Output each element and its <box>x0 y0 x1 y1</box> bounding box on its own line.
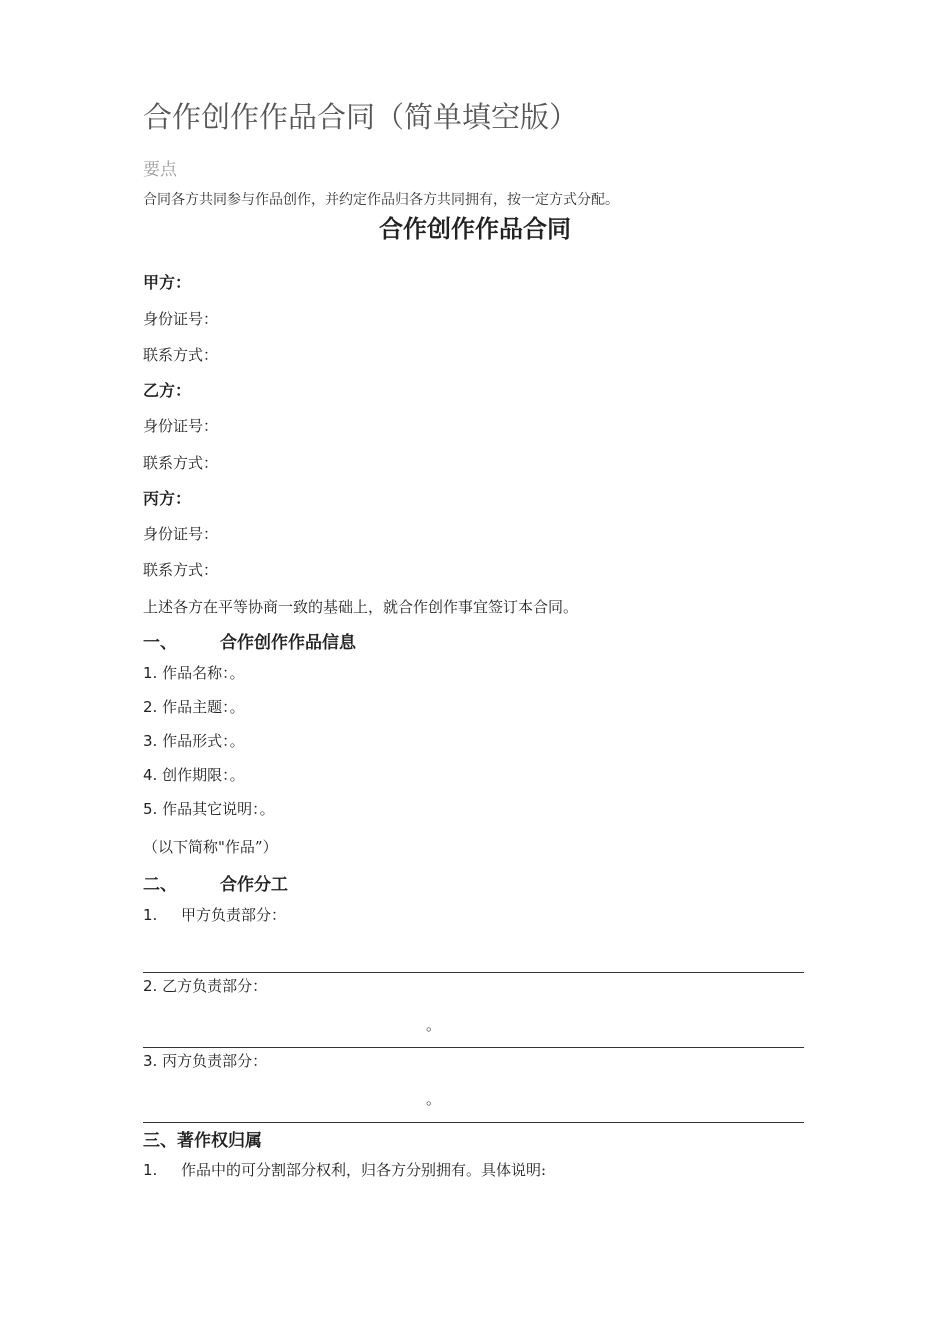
item-number: 3. <box>143 1052 158 1070</box>
item-number: 2. <box>143 698 158 716</box>
item-text: 创作期限：。 <box>157 766 245 784</box>
item-text: 作品主题：。 <box>157 698 245 716</box>
section-number: 一、 <box>143 633 177 653</box>
item-text: 乙方负责部分： <box>157 977 268 995</box>
party-a-id-field: 身份证号： <box>143 310 219 328</box>
section-title: 著作权归属 <box>177 1131 262 1151</box>
item-number: 4. <box>143 766 158 784</box>
item-text: 作品中的可分割部分权利，归各方分别拥有。具体说明: <box>181 1161 547 1179</box>
party-c-id-field: 身份证号： <box>143 525 219 543</box>
party-b-contact-field: 联系方式： <box>143 454 219 472</box>
fill-in-line <box>143 1122 804 1123</box>
item-number: 1. <box>143 664 158 682</box>
list-item <box>143 798 275 819</box>
party-a-contact-field: 联系方式： <box>143 346 219 364</box>
item-text: 丙方负责部分： <box>157 1052 268 1070</box>
document-title: 合作创作作品合同（简单填空版） <box>143 100 579 134</box>
work-abbreviation-note: （以下简称"作品”） <box>143 838 278 856</box>
fill-in-period: 。 <box>426 1090 442 1108</box>
section-title: 合作创作作品信息 <box>220 633 356 653</box>
list-item <box>143 730 245 751</box>
list-item <box>143 904 286 925</box>
party-a-label: 甲方： <box>143 273 192 292</box>
party-b-id-field: 身份证号： <box>143 417 219 435</box>
list-item <box>143 764 245 785</box>
item-number: 1. <box>143 906 158 924</box>
item-number: 5. <box>143 800 158 818</box>
party-c-label: 丙方： <box>143 489 192 508</box>
item-number: 3. <box>143 732 158 750</box>
list-item <box>143 1159 546 1180</box>
section-heading <box>143 628 356 653</box>
section-heading <box>143 1126 262 1151</box>
fill-in-period: 。 <box>426 1016 442 1034</box>
list-item <box>143 975 267 996</box>
list-item <box>143 1050 267 1071</box>
item-number: 1. <box>143 1161 158 1179</box>
section-heading <box>143 870 288 895</box>
item-text: 作品其它说明：。 <box>157 800 275 818</box>
section-number: 二、 <box>143 875 177 895</box>
party-b-label: 乙方： <box>143 381 192 400</box>
item-text: 甲方负责部分： <box>181 906 287 924</box>
preamble-text: 上述各方在平等协商一致的基础上，就合作创作事宜签订本合同。 <box>143 598 579 616</box>
party-c-contact-field: 联系方式： <box>143 561 219 579</box>
item-text: 作品形式：。 <box>157 732 245 750</box>
list-item <box>143 696 245 717</box>
contract-title: 合作创作作品合同 <box>379 215 571 243</box>
section-number: 三、 <box>143 1131 177 1151</box>
item-number: 2. <box>143 977 158 995</box>
section-title: 合作分工 <box>220 875 288 895</box>
key-points-label: 要点 <box>143 160 177 180</box>
fill-in-line <box>143 972 804 973</box>
fill-in-line <box>143 1047 804 1048</box>
summary-text: 合同各方共同参与作品创作，并约定作品归各方共同拥有，按一定方式分配。 <box>143 192 619 208</box>
item-text: 作品名称：。 <box>157 664 245 682</box>
list-item <box>143 662 245 683</box>
